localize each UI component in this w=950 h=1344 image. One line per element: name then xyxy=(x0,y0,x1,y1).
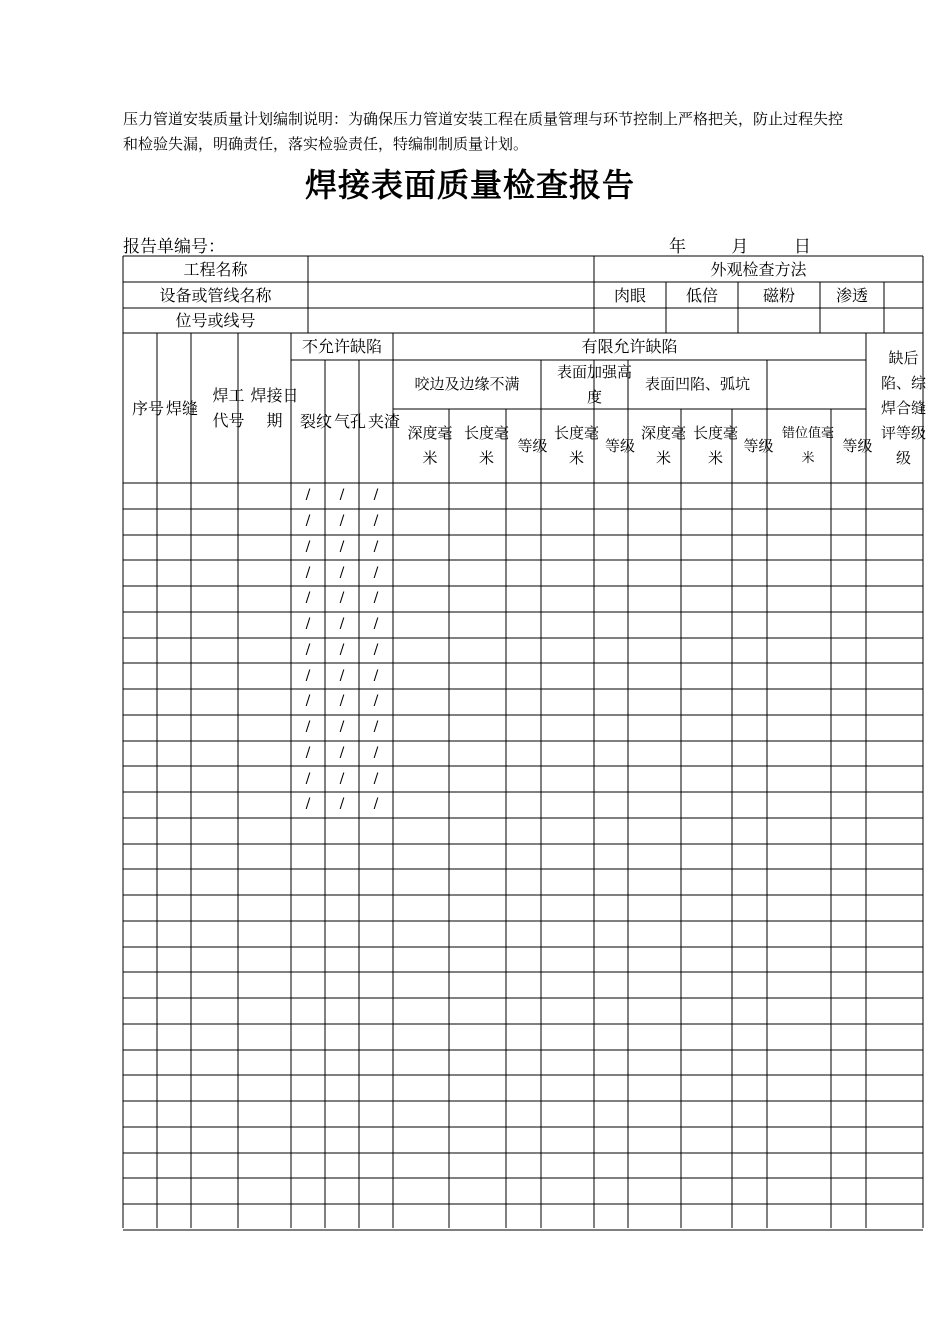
method-3-label: 渗透 xyxy=(835,285,868,305)
depth-header: 深度毫米 xyxy=(407,424,453,467)
slash-mark: / xyxy=(305,538,311,555)
concave-grade-header: 等级 xyxy=(743,436,774,455)
seq-header: 序号 xyxy=(131,398,164,418)
slash-mark: / xyxy=(373,590,379,607)
slash-mark: / xyxy=(373,719,379,736)
welder-code-header: 焊工代号 xyxy=(212,386,245,430)
page-title: 焊接表面质量检查报告 xyxy=(304,166,635,204)
porosity-header: 气孔 xyxy=(333,412,366,431)
inspect-method-label: 外观检查方法 xyxy=(710,259,807,279)
concave-header: 表面凹陷、弧坑 xyxy=(644,375,750,393)
not-allowed-header: 不允许缺陷 xyxy=(301,337,382,356)
slash-mark: / xyxy=(305,770,311,787)
slash-mark: / xyxy=(305,590,311,607)
slash-mark: / xyxy=(305,693,311,710)
slash-mark: / xyxy=(305,513,311,530)
slag-header: 夹渣 xyxy=(367,412,400,431)
slash-mark: / xyxy=(339,538,345,555)
slash-mark: / xyxy=(373,616,379,633)
slash-mark: / xyxy=(305,564,311,581)
method-2-label: 磁粉 xyxy=(762,285,795,305)
grade-header: 等级 xyxy=(517,436,548,455)
length-header: 长度毫米 xyxy=(463,424,509,467)
slash-mark: / xyxy=(305,719,311,736)
date-year-label: 年 xyxy=(669,237,686,257)
date-month-label: 月 xyxy=(731,237,749,257)
slash-mark: / xyxy=(339,693,345,710)
weld-header: 焊缝 xyxy=(165,398,198,418)
project-name-label: 工程名称 xyxy=(183,259,248,279)
misalign-grade-header: 等级 xyxy=(842,436,873,455)
slash-mark: / xyxy=(373,564,379,581)
slash-mark: / xyxy=(305,744,311,761)
reinforcement-header: 表面加强高度 xyxy=(556,362,632,406)
slash-mark: / xyxy=(373,770,379,787)
date-day-label: 日 xyxy=(793,237,811,257)
slash-mark: / xyxy=(305,616,311,633)
slash-mark: / xyxy=(373,641,379,658)
misalign-header: 错位值毫米 xyxy=(781,426,834,466)
slash-mark: / xyxy=(339,667,345,684)
method-1-label: 低倍 xyxy=(685,285,718,305)
slash-mark: / xyxy=(339,719,345,736)
slash-mark: / xyxy=(373,513,379,530)
slash-mark: / xyxy=(339,590,345,607)
slash-mark: / xyxy=(305,796,311,813)
reinforcement-length-header: 长度毫米 xyxy=(553,424,599,467)
slash-mark: / xyxy=(373,693,379,710)
method-0-label: 肉眼 xyxy=(613,285,646,305)
slash-mark: / xyxy=(305,641,311,658)
slash-mark: / xyxy=(339,744,345,761)
limited-allowed-header: 有限允许缺陷 xyxy=(581,337,678,356)
slash-mark: / xyxy=(373,538,379,555)
intro-text: 压力管道安装质量计划编制说明：为确保压力管道安装工程在质量管理与环节控制上严格把关，防止过程失控和检验失漏，明确责任，落实检验责任，特编制制质量计划。 xyxy=(123,110,844,153)
slash-mark: / xyxy=(339,513,345,530)
slash-mark: / xyxy=(339,616,345,633)
report-no-label: 报告单编号： xyxy=(123,237,225,257)
slash-mark: / xyxy=(373,667,379,684)
slash-mark: / xyxy=(373,487,379,504)
slash-mark: / xyxy=(339,487,345,504)
slash-mark: / xyxy=(339,770,345,787)
position-no-label: 位号或线号 xyxy=(175,311,256,330)
slash-mark: / xyxy=(373,744,379,761)
slash-mark: / xyxy=(305,487,311,504)
concave-length-header: 长度毫米 xyxy=(692,424,738,467)
equipment-name-label: 设备或管线名称 xyxy=(159,285,272,305)
slash-mark: / xyxy=(373,796,379,813)
final-grade-header: 缺后陷、综焊合缝评等级级 xyxy=(880,348,926,467)
undercut-header: 咬边及边缘不满 xyxy=(414,375,520,393)
slash-mark: / xyxy=(339,564,345,581)
slash-mark: / xyxy=(305,667,311,684)
reinforcement-grade-header: 等级 xyxy=(604,436,635,455)
concave-depth-header: 深度毫米 xyxy=(640,424,686,467)
weld-date-header: 焊接日期 xyxy=(250,386,299,430)
slash-mark: / xyxy=(339,641,345,658)
slash-mark: / xyxy=(339,796,345,813)
crack-header: 裂纹 xyxy=(299,412,332,431)
